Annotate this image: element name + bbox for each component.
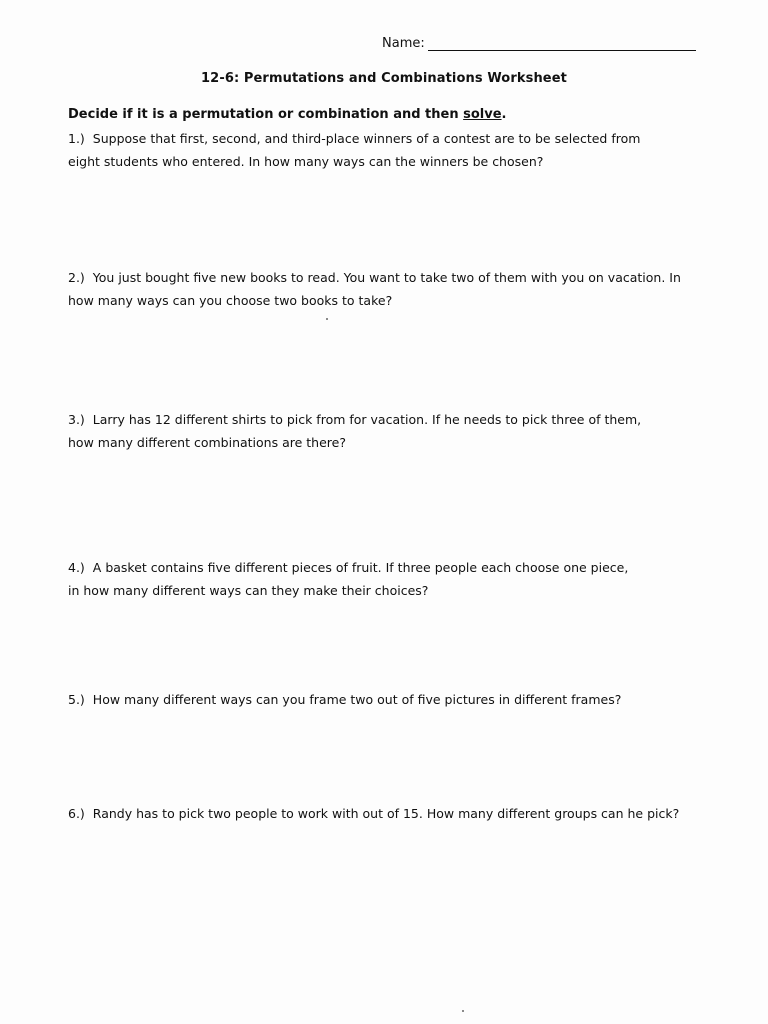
name-blank-line	[428, 36, 696, 51]
question-line	[68, 802, 728, 825]
instructions	[68, 107, 507, 122]
question-line	[68, 408, 728, 431]
instructions-text: Decide if it is a permutation or combination and then	[68, 107, 464, 122]
question-text: Suppose that first, second, and third-place winners of a contest are to be selected from	[92, 131, 641, 146]
question-text: You just bought five new books to read. You want to take two of them with you on vacation. In	[92, 270, 681, 285]
name-label: Name:	[382, 36, 425, 51]
question-number: 3.)	[68, 412, 85, 427]
question-number: 5.)	[68, 692, 85, 707]
question-5	[68, 688, 728, 711]
question-number: 4.)	[68, 560, 85, 575]
question-number: 6.)	[68, 806, 85, 821]
instructions-period: .	[501, 107, 507, 122]
scan-speck	[326, 318, 328, 320]
question-line	[68, 556, 728, 579]
question-6	[68, 802, 728, 825]
question-text: How many different ways can you frame two out of five pictures in different frames?	[92, 692, 622, 707]
name-field	[382, 36, 696, 51]
question-text: A basket contains five different pieces of fruit. If three people each choose one piece,	[92, 560, 629, 575]
question-number: 2.)	[68, 270, 85, 285]
question-text: how many different combinations are there?	[68, 435, 346, 450]
question-text: Randy has to pick two people to work with out of 15. How many different groups can he pick?	[92, 806, 680, 821]
question-3	[68, 408, 728, 454]
question-4	[68, 556, 728, 602]
question-line	[68, 688, 728, 711]
question-text: how many ways can you choose two books to take?	[68, 293, 393, 308]
question-number: 1.)	[68, 131, 85, 146]
question-1	[68, 127, 728, 173]
question-2	[68, 266, 728, 312]
worksheet-title: 12-6: Permutations and Combinations Worksheet	[201, 71, 567, 86]
question-text: eight students who entered. In how many ways can the winners be chosen?	[68, 154, 544, 169]
question-text: Larry has 12 different shirts to pick from for vacation. If he needs to pick three of them,	[92, 412, 642, 427]
question-text: in how many different ways can they make their choices?	[68, 583, 429, 598]
scan-speck	[462, 1010, 464, 1012]
instructions-solve-word: solve	[463, 107, 502, 122]
question-line	[68, 127, 728, 150]
question-line	[68, 266, 728, 289]
